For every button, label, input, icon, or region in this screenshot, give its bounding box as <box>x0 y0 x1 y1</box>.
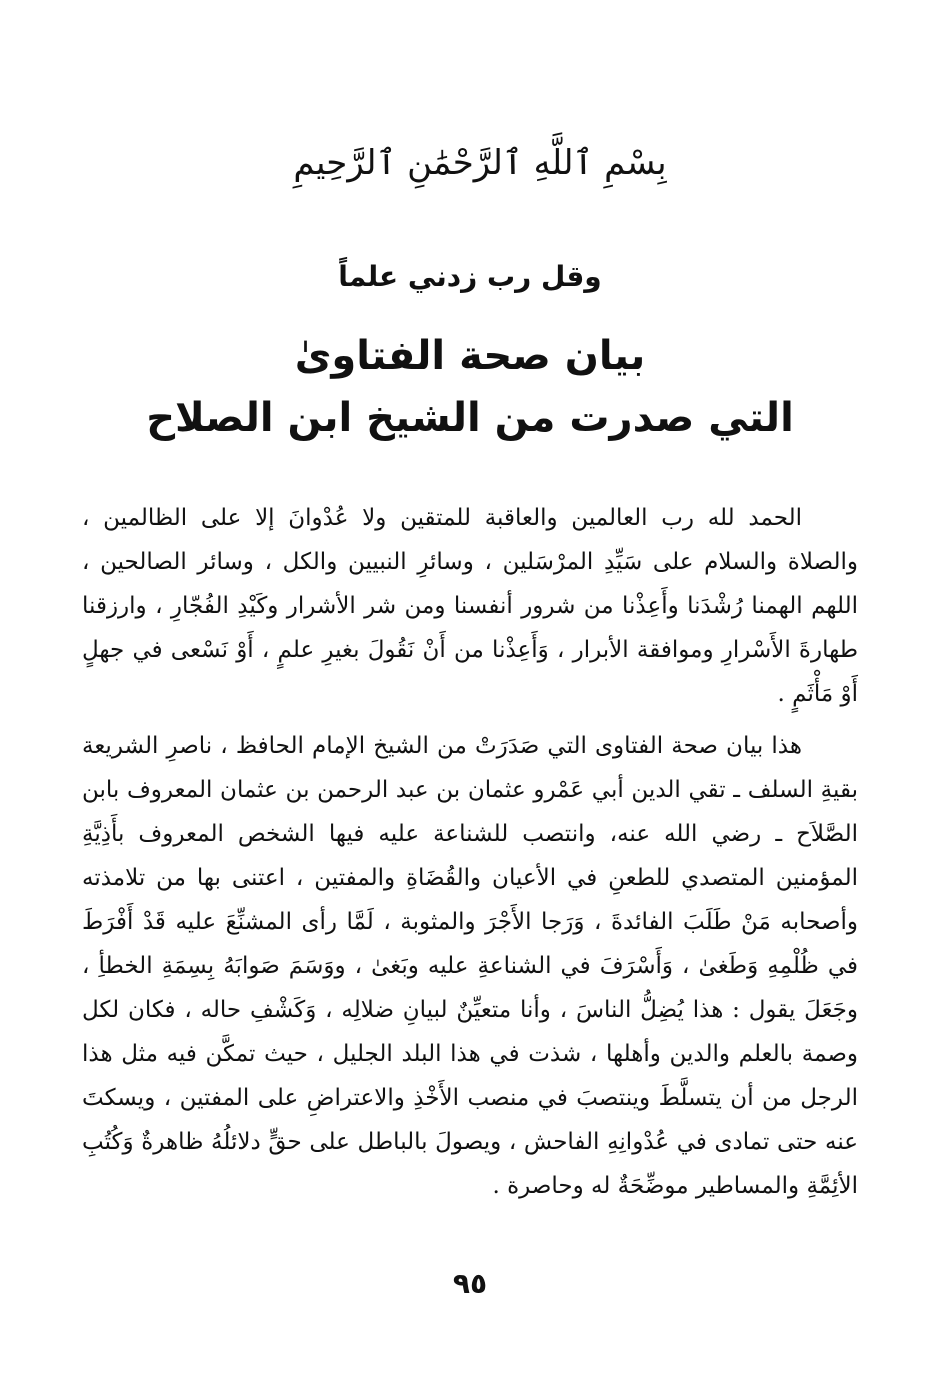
page-number: ٩٥ <box>452 1267 488 1300</box>
page-title-line-1: بيان صحة الفتاوىٰ <box>294 333 646 379</box>
body-text <box>82 496 858 1208</box>
basmala-header <box>250 128 710 198</box>
page-title-line-2: التي صدرت من الشيخ ابن الصلاح <box>146 395 794 441</box>
quran-verse: وقل رب زدني علماً <box>338 260 602 293</box>
paragraph-2: هذا بيان صحة الفتاوى التي صَدَرَتْ من الشيخ الإمام الحافظ ، ناصرِ الشريعة بقيةِ السلف ـ تقي الدين أبي عَمْرو عثمان بن عبد الرحمن بن عثمان المعروف بابن الصَّلاَح ـ رضي الله عنه، وانتصب للشناعة عليه فيها الشخص المعروف بأَذِيَّةِ المؤمنين المتصدي للطعنِ في الأعيان والقُضَاةِ والمفتين ، اعتنى بها من تلامذته وأصحابه مَنْ طَلَبَ الفائدةَ ، وَرَجا الأَجْرَ والمثوبة ، لَمَّا رأى المشنِّعَ عليه قَدْ أَفْرَطَ في ظُلْمِهِ وَطَغىٰ ، وَأَسْرَفَ في الشناعةِ عليه وبَغىٰ ، ووَسَمَ صَوابَهُ بِسِمَةِ الخطأِ ، وجَعَلَ يقول : هذا يُضِلُّ الناسَ ، وأنا متعيِّنٌ لبيانِ ضلالِه ، وَكَشْفِ حاله ، فكان لكل وصمة بالعلم والدين وأهلها ، شذت في هذا البلد الجليل ، حيث تمكَّن فيه مثل هذا الرجل من أن يتسلَّطَ وينتصبَ في منصب الأَخْذِ والاعتراضِ على المفتين ، ويسكتَ عنه حتى تمادى في عُدْوانِهِ الفاحش ، ويصولَ بالباطل على حقٍّ دلائلُهُ ظاهرةٌ وَكُتُبِ الأئِمَّةِ والمساطير موضِّحَةٌ له وحاصرة . <box>82 733 858 1199</box>
basmala-text: بِسْمِ ٱللَّهِ ٱلرَّحْمَٰنِ ٱلرَّحِيمِ <box>293 143 667 183</box>
paragraph-1: الحمد لله رب العالمين والعاقبة للمتقين ولا عُدْوانَ إلا على الظالمين ، والصلاة والسلام على سَيِّدِ المرْسَلين ، وسائرِ النبيين والكل ، وسائر الصالحين ، اللهم الهمنا رُشْدَنا وأَعِذْنا من شرور أنفسنا ومن شر الأشرار وكَيْدِ الفُجّارِ ، وارزقنا طهارةَ الأَسْرارِ وموافقة الأبرار ، وَأَعِذْنا من أَنْ نَقُولَ بغيرِ علمٍ ، أَوْ نَسْعى في جهلٍ أَوْ مَأْثَمٍ . <box>82 505 858 707</box>
